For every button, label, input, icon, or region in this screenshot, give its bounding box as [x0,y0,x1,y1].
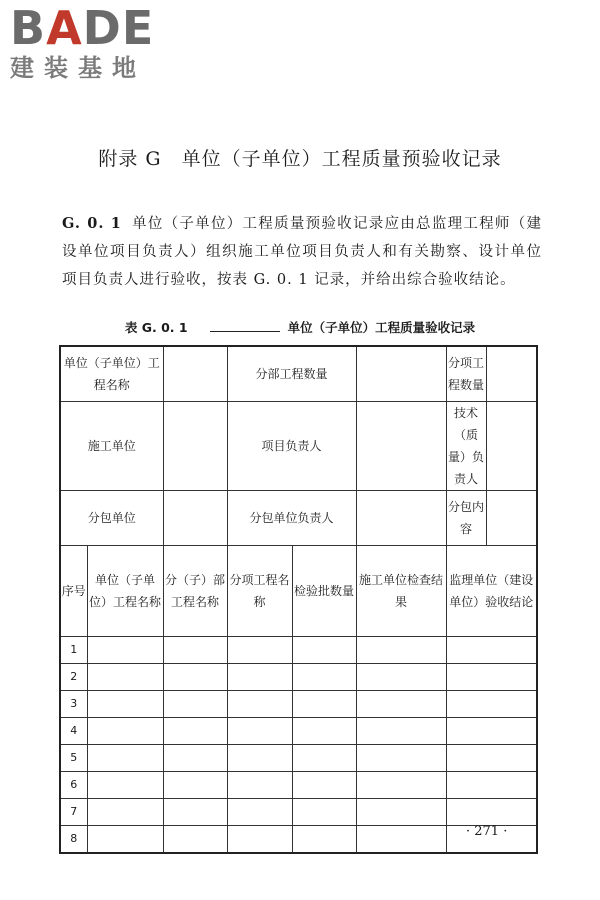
table-row [60,745,537,772]
col-header-inspection-result: 施工单位检查结果 [356,546,446,637]
col-header-subitem-name: 分项工程名称 [227,546,292,637]
table-row [60,772,537,799]
table-cell[interactable] [356,664,446,691]
col-header-unit-name: 单位（子单位）工程名称 [87,546,163,637]
unit-project-name-value[interactable] [163,346,227,402]
col-header-batch-count: 检验批数量 [292,546,356,637]
logo-wordmark: BADE [10,1,155,55]
caption-blank-line [210,319,280,332]
table-cell[interactable] [87,718,163,745]
table-cell[interactable] [292,826,356,854]
table-cell[interactable] [227,691,292,718]
table-cell[interactable] [227,664,292,691]
table-cell[interactable] [227,826,292,854]
table-row [60,691,537,718]
table-row [60,799,537,826]
table-cell[interactable] [292,745,356,772]
table-cell[interactable] [163,664,227,691]
table-cell[interactable] [163,637,227,664]
table-cell[interactable] [356,799,446,826]
table-cell[interactable] [163,745,227,772]
subitem-count-label: 分项工程数量 [446,346,486,402]
table-cell[interactable] [356,826,446,854]
table-row [60,664,537,691]
table-cell[interactable] [292,691,356,718]
table-cell[interactable] [163,826,227,854]
table-cell[interactable] [163,799,227,826]
technical-manager-label: 技术（质量）负责人 [446,402,486,491]
appendix-title: 附录 G 单位（子单位）工程质量预验收记录 [98,148,502,170]
project-manager-label: 项目负责人 [227,402,356,491]
table-cell[interactable] [446,799,537,826]
col-header-seq: 序号 [60,546,87,637]
table-cell[interactable] [292,799,356,826]
table-caption [0,318,600,336]
table-cell[interactable] [87,745,163,772]
table-cell[interactable] [163,772,227,799]
table-cell[interactable] [227,745,292,772]
section-paragraph [62,210,542,294]
subcontractor-manager-label: 分包单位负责人 [227,491,356,546]
table-cell[interactable] [87,691,163,718]
section-number: G. 0. 1 [62,215,122,232]
row-number: 1 [60,637,87,664]
row-number: 3 [60,691,87,718]
table-cell[interactable] [87,772,163,799]
table-cell[interactable] [292,664,356,691]
table-row [60,718,537,745]
table-cell[interactable] [446,691,537,718]
row-number: 2 [60,664,87,691]
table-cell[interactable] [87,826,163,854]
subcontractor-label: 分包单位 [60,491,163,546]
table-cell[interactable] [227,772,292,799]
column-header-row [60,546,537,637]
logo-subtitle: 建装基地 [10,54,146,82]
table-cell[interactable] [163,691,227,718]
table-cell[interactable] [446,637,537,664]
construction-unit-value[interactable] [163,402,227,491]
table-cell[interactable] [356,718,446,745]
row-number: 4 [60,718,87,745]
table-cell[interactable] [87,637,163,664]
table-row [60,491,537,546]
table-cell[interactable] [356,745,446,772]
table-cell[interactable] [292,718,356,745]
row-number: 6 [60,772,87,799]
subitem-count-value[interactable] [486,346,537,402]
table-cell[interactable] [87,799,163,826]
table-row [60,402,537,491]
project-manager-value[interactable] [356,402,446,491]
table-title: 单位（子单位）工程质量验收记录 [287,320,476,335]
logo [10,1,190,82]
table-cell[interactable] [292,637,356,664]
table-cell[interactable] [163,718,227,745]
construction-unit-label: 施工单位 [60,402,163,491]
subcontractor-manager-value[interactable] [356,491,446,546]
table-cell[interactable] [356,772,446,799]
subcontract-content-value[interactable] [486,491,537,546]
subcontract-content-label: 分包内容 [446,491,486,546]
col-header-division-name: 分（子）部工程名称 [163,546,227,637]
table-cell[interactable] [227,718,292,745]
row-number: 5 [60,745,87,772]
table-cell[interactable] [446,664,537,691]
table-cell[interactable] [446,772,537,799]
table-cell[interactable] [227,799,292,826]
technical-manager-value[interactable] [486,402,537,491]
section-text: 单位（子单位）工程质量预验收记录应由总监理工程师（建设单位项目负责人）组织施工单位项目负责人和有关勘察、设计单位项目负责人进行验收，按表 G. 0. 1 记录，并给出综合验收结论。 [62,216,542,288]
table-cell[interactable] [87,664,163,691]
table-cell[interactable] [356,691,446,718]
table-cell[interactable] [446,718,537,745]
division-count-value[interactable] [356,346,446,402]
unit-project-name-label: 单位（子单位）工程名称 [60,346,163,402]
page-number: · 271 · [466,824,508,839]
row-number: 7 [60,799,87,826]
logo-accent-mark: A [46,1,83,55]
row-number: 8 [60,826,87,854]
table-row [60,637,537,664]
table-cell[interactable] [292,772,356,799]
table-cell[interactable] [227,637,292,664]
division-count-label: 分部工程数量 [227,346,356,402]
table-label: 表 G. 0. 1 [124,320,188,335]
col-header-acceptance-conclusion: 监理单位（建设单位）验收结论 [446,546,537,637]
acceptance-form-table [59,345,538,854]
subcontractor-value[interactable] [163,491,227,546]
table-cell[interactable] [356,637,446,664]
table-row [60,346,537,402]
table-cell[interactable] [446,745,537,772]
